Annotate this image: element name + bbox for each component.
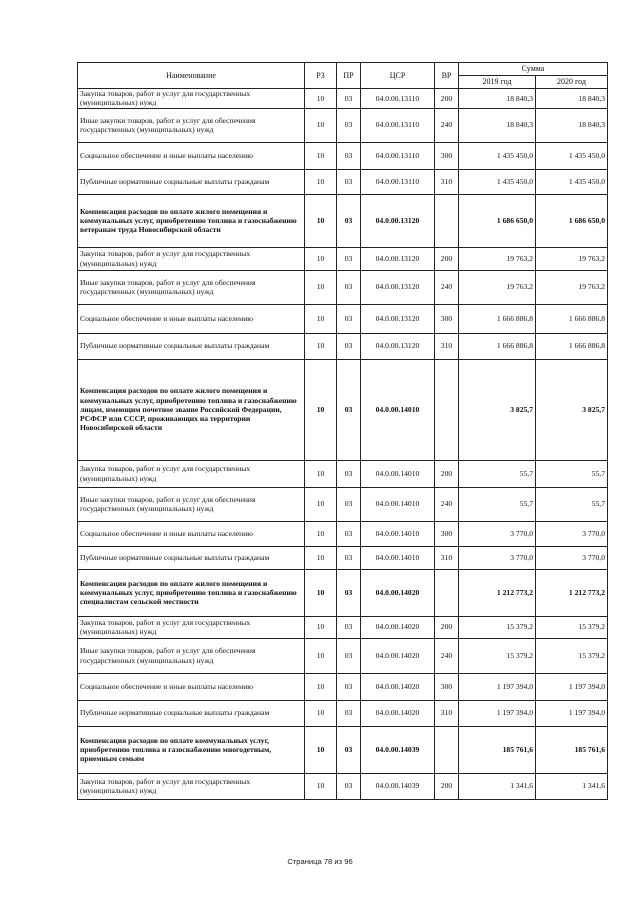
table-row [78,638,608,673]
cell-sum-2019: 3 770,0 [459,521,536,546]
header-name: Наименование [78,63,305,89]
cell-csr: 04.0.00.14039 [361,726,435,773]
cell-vr: 300 [435,142,459,169]
cell-sum-2020: 1 666 886,8 [536,304,608,333]
cell-sum-2020: 18 840,3 [536,108,608,142]
cell-rz: 10 [305,359,337,460]
cell-csr: 04.0.00.14010 [361,487,435,521]
cell-rz: 10 [305,638,337,673]
cell-vr: 310 [435,169,459,194]
cell-pr: 03 [337,700,361,726]
header-2020: 2020 год [536,76,608,89]
cell-sum-2019: 55,7 [459,487,536,521]
cell-vr [435,569,459,616]
cell-sum-2019: 3 770,0 [459,546,536,569]
cell-csr: 04.0.00.13120 [361,247,435,270]
cell-name: Публичные нормативные социальные выплаты гражданам [78,546,305,569]
table-row [78,487,608,521]
cell-rz: 10 [305,673,337,700]
table-row [78,270,608,304]
cell-pr: 03 [337,638,361,673]
cell-sum-2020: 1 212 773,2 [536,569,608,616]
header-2019: 2019 год [459,76,536,89]
cell-pr: 03 [337,616,361,638]
cell-csr: 04.0.00.13110 [361,142,435,169]
header-vr: ВР [435,63,459,89]
cell-csr: 04.0.00.14010 [361,521,435,546]
cell-vr [435,359,459,460]
table-row [78,569,608,616]
cell-name: Иные закупки товаров, работ и услуг для обеспечения государственных (муниципальных) нужд [78,487,305,521]
cell-csr: 04.0.00.14020 [361,569,435,616]
cell-pr: 03 [337,108,361,142]
cell-name: Иные закупки товаров, работ и услуг для обеспечения государственных (муниципальных) нужд [78,270,305,304]
cell-rz: 10 [305,773,337,799]
header-rz: РЗ [305,63,337,89]
cell-sum-2020: 1 197 394,0 [536,673,608,700]
cell-name: Иные закупки товаров, работ и услуг для обеспечения государственных (муниципальных) нужд [78,108,305,142]
cell-vr: 310 [435,546,459,569]
cell-pr: 03 [337,773,361,799]
cell-rz: 10 [305,569,337,616]
cell-sum-2019: 1 197 394,0 [459,700,536,726]
table-row [78,726,608,773]
cell-csr: 04.0.00.14020 [361,673,435,700]
cell-sum-2020: 19 763,2 [536,270,608,304]
cell-vr: 240 [435,638,459,673]
cell-pr: 03 [337,247,361,270]
cell-sum-2019: 1 212 773,2 [459,569,536,616]
cell-pr: 03 [337,304,361,333]
cell-sum-2019: 3 825,7 [459,359,536,460]
cell-name: Социальное обеспечение и иные выплаты населению [78,521,305,546]
cell-rz: 10 [305,726,337,773]
cell-csr: 04.0.00.14010 [361,546,435,569]
cell-name: Публичные нормативные социальные выплаты гражданам [78,700,305,726]
cell-rz: 10 [305,142,337,169]
cell-vr: 240 [435,487,459,521]
cell-vr: 310 [435,333,459,359]
cell-rz: 10 [305,270,337,304]
cell-sum-2020: 19 763,2 [536,247,608,270]
cell-sum-2020: 1 435 450,0 [536,169,608,194]
cell-csr: 04.0.00.13120 [361,333,435,359]
cell-csr: 04.0.00.13110 [361,89,435,109]
cell-sum-2019: 1 666 886,8 [459,333,536,359]
table-row [78,521,608,546]
table-row [78,359,608,460]
cell-pr: 03 [337,333,361,359]
cell-name: Публичные нормативные социальные выплаты гражданам [78,169,305,194]
cell-pr: 03 [337,142,361,169]
cell-rz: 10 [305,194,337,247]
cell-rz: 10 [305,247,337,270]
cell-vr: 300 [435,304,459,333]
cell-vr: 200 [435,460,459,487]
cell-vr: 240 [435,108,459,142]
cell-name: Компенсация расходов по оплате жилого помещения и коммунальных услуг, приобретению топлива и газоснабжению ветеранам труда Новосибирской области [78,194,305,247]
header-pr: ПР [337,63,361,89]
table-row [78,142,608,169]
table-row [78,673,608,700]
cell-rz: 10 [305,304,337,333]
cell-sum-2020: 3 825,7 [536,359,608,460]
table-row [78,169,608,194]
cell-csr: 04.0.00.13120 [361,194,435,247]
cell-sum-2019: 18 840,3 [459,108,536,142]
cell-sum-2020: 18 840,3 [536,89,608,109]
cell-rz: 10 [305,333,337,359]
table-body [78,89,608,800]
cell-name: Закупка товаров, работ и услуг для государственных (муниципальных) нужд [78,247,305,270]
cell-csr: 04.0.00.14020 [361,700,435,726]
cell-csr: 04.0.00.13110 [361,169,435,194]
cell-sum-2020: 1 686 650,0 [536,194,608,247]
cell-rz: 10 [305,546,337,569]
cell-name: Закупка товаров, работ и услуг для государственных (муниципальных) нужд [78,89,305,109]
cell-sum-2020: 55,7 [536,487,608,521]
cell-pr: 03 [337,89,361,109]
table-row [78,460,608,487]
cell-vr: 200 [435,616,459,638]
cell-csr: 04.0.00.13110 [361,108,435,142]
cell-sum-2019: 1 435 450,0 [459,169,536,194]
cell-csr: 04.0.00.13120 [361,270,435,304]
cell-name: Иные закупки товаров, работ и услуг для обеспечения государственных (муниципальных) нужд [78,638,305,673]
cell-rz: 10 [305,700,337,726]
cell-sum-2019: 1 435 450,0 [459,142,536,169]
cell-sum-2020: 3 770,0 [536,521,608,546]
table-row [78,108,608,142]
cell-name: Социальное обеспечение и иные выплаты населению [78,304,305,333]
cell-sum-2020: 1 341,6 [536,773,608,799]
cell-sum-2020: 15 379,2 [536,638,608,673]
cell-sum-2020: 3 770,0 [536,546,608,569]
cell-vr: 200 [435,89,459,109]
cell-vr: 310 [435,700,459,726]
table-row [78,616,608,638]
page-number: Страница 78 из 96 [287,857,353,866]
cell-vr [435,194,459,247]
cell-name: Компенсация расходов по оплате жилого помещения и коммунальных услуг, приобретению топлива и газоснабжению лицам, имеющим почетное звание Российской Федерации, РСФСР или СССР, проживающих на территории Новосибирской области [78,359,305,460]
cell-vr [435,726,459,773]
cell-pr: 03 [337,169,361,194]
cell-vr: 240 [435,270,459,304]
cell-csr: 04.0.00.14020 [361,616,435,638]
cell-rz: 10 [305,169,337,194]
cell-rz: 10 [305,521,337,546]
cell-name: Социальное обеспечение и иные выплаты населению [78,673,305,700]
cell-name: Публичные нормативные социальные выплаты гражданам [78,333,305,359]
cell-vr: 200 [435,773,459,799]
cell-sum-2020: 1 666 886,8 [536,333,608,359]
cell-name: Закупка товаров, работ и услуг для государственных (муниципальных) нужд [78,616,305,638]
cell-sum-2020: 1 197 394,0 [536,700,608,726]
header-sum: Сумма [459,63,608,76]
cell-pr: 03 [337,726,361,773]
cell-pr: 03 [337,460,361,487]
cell-sum-2019: 15 379,2 [459,616,536,638]
cell-rz: 10 [305,487,337,521]
cell-sum-2019: 1 686 650,0 [459,194,536,247]
cell-rz: 10 [305,108,337,142]
cell-csr: 04.0.00.13120 [361,304,435,333]
cell-name: Компенсация расходов по оплате коммунальных услуг, приобретению топлива и газоснабжению многодетным, приемным семьям [78,726,305,773]
cell-sum-2019: 1 197 394,0 [459,673,536,700]
table-row [78,333,608,359]
cell-sum-2019: 19 763,2 [459,247,536,270]
table-row [78,773,608,799]
cell-sum-2019: 55,7 [459,460,536,487]
cell-csr: 04.0.00.14010 [361,460,435,487]
cell-sum-2019: 1 666 886,8 [459,304,536,333]
table-row [78,194,608,247]
table-row [78,247,608,270]
cell-name: Закупка товаров, работ и услуг для государственных (муниципальных) нужд [78,773,305,799]
cell-sum-2019: 15 379,2 [459,638,536,673]
cell-pr: 03 [337,487,361,521]
cell-name: Закупка товаров, работ и услуг для государственных (муниципальных) нужд [78,460,305,487]
cell-sum-2019: 1 341,6 [459,773,536,799]
cell-rz: 10 [305,460,337,487]
cell-pr: 03 [337,194,361,247]
cell-pr: 03 [337,521,361,546]
cell-csr: 04.0.00.14039 [361,773,435,799]
cell-csr: 04.0.00.14020 [361,638,435,673]
table-row [78,700,608,726]
cell-sum-2019: 19 763,2 [459,270,536,304]
cell-rz: 10 [305,89,337,109]
cell-csr: 04.0.00.14010 [361,359,435,460]
budget-table [77,62,608,800]
cell-rz: 10 [305,616,337,638]
header-csr: ЦСР [361,63,435,89]
table-row [78,546,608,569]
cell-pr: 03 [337,359,361,460]
cell-sum-2020: 55,7 [536,460,608,487]
cell-vr: 300 [435,673,459,700]
cell-pr: 03 [337,270,361,304]
cell-name: Компенсация расходов по оплате жилого помещения и коммунальных услуг, приобретению топлива и газоснабжению специалистам сельской местности [78,569,305,616]
cell-pr: 03 [337,569,361,616]
table-row [78,89,608,109]
cell-sum-2020: 1 435 450,0 [536,142,608,169]
cell-sum-2020: 185 761,6 [536,726,608,773]
cell-name: Социальное обеспечение и иные выплаты населению [78,142,305,169]
cell-sum-2019: 18 840,3 [459,89,536,109]
cell-pr: 03 [337,546,361,569]
cell-vr: 200 [435,247,459,270]
budget-table-sheet [77,62,607,800]
cell-sum-2020: 15 379,2 [536,616,608,638]
cell-vr: 300 [435,521,459,546]
cell-pr: 03 [337,673,361,700]
cell-sum-2019: 185 761,6 [459,726,536,773]
table-row [78,304,608,333]
